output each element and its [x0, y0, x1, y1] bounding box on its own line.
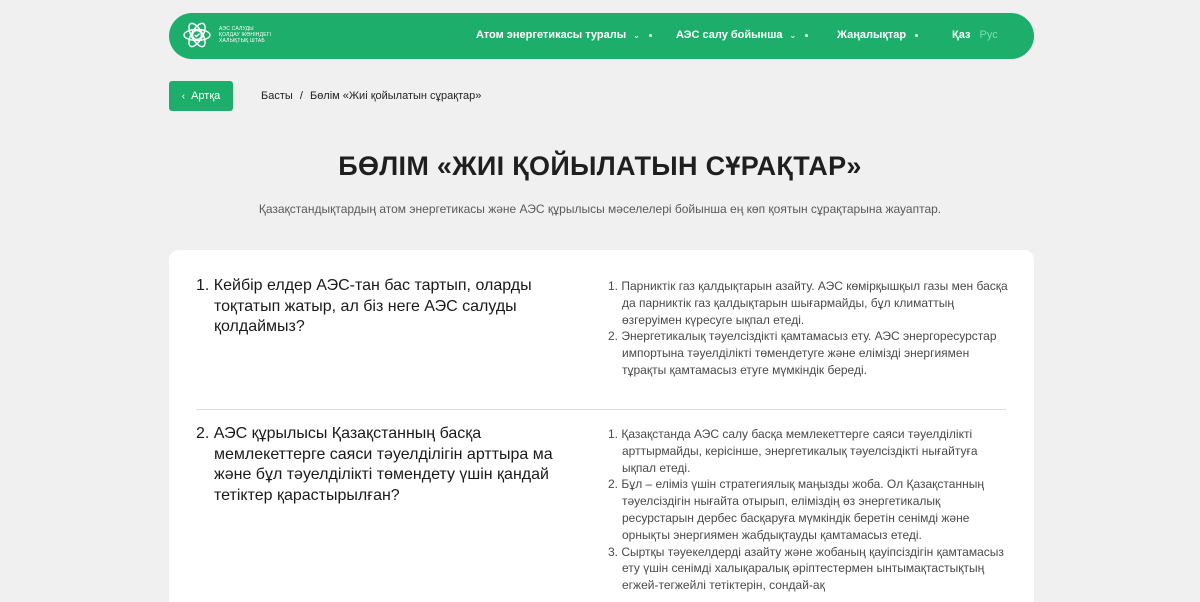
site-logo[interactable] — [181, 19, 299, 51]
top-navbar — [169, 13, 1034, 59]
nav-item-about-atomic-energy[interactable] — [476, 29, 652, 41]
page-subtitle: Қазақстандықтардың атом энергетикасы және АЭС құрылысы мәселелері бойынша ең көп қоятын сұрақтарына жауаптар. — [258, 202, 942, 216]
nav-item-label: Атом энергетикасы туралы — [476, 29, 627, 41]
chevron-left-icon: ‹ — [181, 90, 186, 102]
faq-card — [169, 250, 1034, 602]
atom-logo-icon — [181, 19, 213, 51]
language-switcher — [952, 29, 998, 41]
nav-separator-dot — [805, 34, 808, 37]
faq-answer-item: 2. Энергетикалық тәуелсіздікті қамтамасыз ету. АЭС энергоресурстар импортына тәуелділікті төмендетуге және елімізді энергиямен тұрақты қамтамасыз етуге мүмкіндік береді. — [608, 329, 997, 377]
nav-item-label: АЭС салу бойынша — [676, 29, 783, 41]
nav-item-npp-construction[interactable] — [676, 29, 808, 41]
chevron-down-icon: ⌄ — [633, 30, 640, 40]
faq-item — [196, 276, 1006, 410]
chevron-down-icon: ⌄ — [789, 30, 797, 40]
lang-rus[interactable]: Рус — [979, 29, 998, 41]
nav-separator-dot — [649, 34, 652, 37]
faq-question: 2. АЭС құрылысы Қазақстанның басқа мемлекеттерге саяси тәуелділігін арттыра ма және бұл тәуелділікті төмендету үшін қандай тетіктер қарастырылған? — [196, 425, 553, 504]
faq-answer-list — [608, 278, 1008, 379]
logo-line: ХАЛЫҚТЫҚ ШТАБ — [219, 38, 265, 44]
lang-kaz[interactable]: Қаз — [952, 29, 971, 41]
nav-separator-dot — [915, 34, 918, 37]
page-title: БӨЛІМ «ЖИІ ҚОЙЫЛАТЫН СҰРАҚТАР» — [338, 151, 862, 181]
faq-answer-item: 2. Бұл – еліміз үшін стратегиялық маңызды жоба. Ол Қазақстанның тәуелсіздігін нығайта отырып, еліміздің өз энергетикалық ресурстарын дербес басқаруға мүмкіндік беретін сенімді және орнықты энергиямен жабдықтауды қамтамасыз етеді. — [608, 477, 984, 542]
logo-text — [219, 26, 299, 44]
faq-answer-list — [608, 426, 1008, 594]
breadcrumb — [261, 90, 481, 102]
breadcrumb-separator: / — [299, 90, 303, 102]
logo-line: ҚОЛДАУ ЖӨНІНДЕГІ — [219, 32, 272, 38]
faq-answer-item: 1. Қазақстанда АЭС салу басқа мемлекеттерге саяси тәуелділікті арттырмайды, керісінше, энергетикалық тәуелсіздікті нығайтуға ықпал етеді. — [608, 427, 978, 475]
breadcrumb-home-link[interactable]: Басты — [261, 90, 293, 102]
faq-answer-item: 3. Сыртқы тәуекелдерді азайту және жобаның қауіпсіздігін қамтамасыз ету үшін сенімді халықаралық әріптестермен ынтымақтастықтың егжей-тегжейлі тетіктерін, сондай-ақ — [608, 544, 1004, 593]
nav-item-label: Жаңалықтар — [837, 29, 907, 41]
nav-item-news[interactable] — [837, 29, 918, 41]
back-button[interactable] — [169, 81, 233, 111]
faq-answer-item: 1. Парниктік газ қалдықтарын азайту. АЭС көмірқышқыл газы мен басқа да парниктік газ қалдықтарын шығармайды, бұл климаттың өзгеруімен күресуге ықпал етеді. — [608, 279, 1008, 327]
breadcrumb-current: Бөлім «Жиі қойылатын сұрақтар» — [309, 90, 482, 102]
faq-question: 1. Кейбір елдер АЭС-тан бас тартып, оларды тоқтатып жатыр, ал біз неге АЭС салуды қолдаймыз? — [196, 277, 532, 335]
logo-line: АЭС САЛУДЫ — [219, 26, 254, 32]
back-button-label: Артқа — [191, 90, 221, 102]
